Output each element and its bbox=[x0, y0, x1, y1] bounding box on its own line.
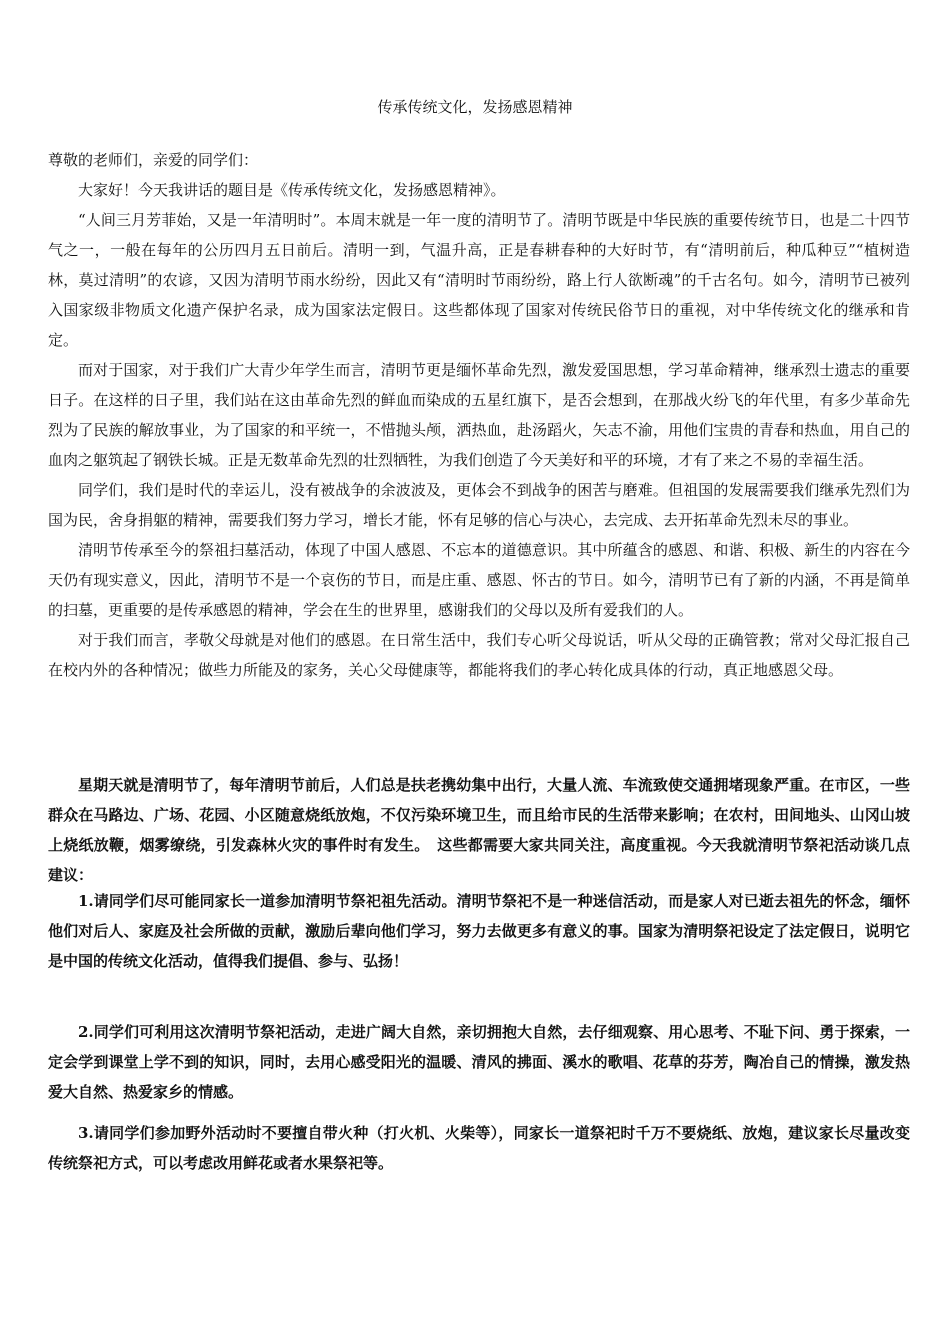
paragraph-qingming-intro: “人间三月芳菲始，又是一年清明时”。本周末就是一年一度的清明节了。清明节既是中华民族的重要传统节日，也是二十四节气之一，一般在每年的公历四月五日前后。清明一到，气温升高，正是春耕春种的大好时节，有“清明前后，种瓜种豆”“植树造林，莫过清明”的农谚，又因为清明节雨水纷纷，因此又有“清明时节雨纷纷，路上行人欲断魂”的千古名句。如今，清明节已被列入国家级非物质文化遗产保护名录，成为国家法定假日。这些都体现了国家对传统民俗节日的重视，对中华传统文化的继承和肯定。 bbox=[48, 211, 910, 349]
safety-intro-text: 星期天就是清明节了，每年清明节前后，人们总是扶老携幼集中出行，大量人流、车流致使交通拥堵现象严重。在市区，一些群众在马路边、广场、花园、小区随意烧纸放炮，不仅污染环境卫生，而且给市民的生活带来影响；在农村，田间地头、山冈山坡上烧纸放鞭，烟雾缭绕，引发森林火灾的事件时有发生。 这些都需要大家共同关注，高度重视。今天我就清明节祭祀活动谈几点建议： bbox=[48, 776, 910, 884]
suggestion-item bbox=[48, 1118, 910, 1178]
salutation-text: 尊敬的老师们，亲爱的同学们： bbox=[48, 151, 259, 169]
salutation bbox=[48, 145, 910, 175]
paragraph-students: 同学们，我们是时代的幸运儿，没有被战争的余波波及，更体会不到战争的困苦与磨难。但祖国的发展需要我们继承先烈们为国为民，舍身捐躯的精神，需要我们努力学习，增长才能，怀有足够的信心与决心，去完成、去开拓革命先烈未尽的事业。 bbox=[48, 481, 910, 529]
paragraph-martyrs: 而对于国家，对于我们广大青少年学生而言，清明节更是缅怀革命先烈，激发爱国思想，学习革命精神，继承烈士遗志的重要日子。在这样的日子里，我们站在这由革命先烈的鲜血而染成的五星红旗下，是否会想到，在那战火纷飞的年代里，有多少革命先烈为了民族的解放事业，为了国家的和平统一，不惜抛头颅，洒热血，赴汤蹈火，矢志不渝，用他们宝贵的青春和热血，用自己的血肉之躯筑起了钢铁长城。正是无数革命先烈的壮烈牺牲，为我们创造了今天美好和平的环境，才有了来之不易的幸福生活。 bbox=[48, 361, 910, 469]
suggestion-2-text: 2.同学们可利用这次清明节祭祀活动，走进广阔大自然，亲切拥抱大自然，去仔细观察、用心思考、不耻下问、勇于探索，一定会学到课堂上学不到的知识，同时，去用心感受阳光的温暖、清风的拂面、溪水的歌唱、花草的芬芳，陶冶自己的情操，激发热爱大自然、热爱家乡的情感。 bbox=[48, 1023, 910, 1101]
suggestion-1-text: 1.请同学们尽可能同家长一道参加清明节祭祀祖先活动。清明节祭祀不是一种迷信活动，而是家人对已逝去祖先的怀念，缅怀他们对后人、家庭及社会所做的贡献，激励后辈向他们学习，努力去做更多有意义的事。国家为清明祭祀设定了法定假日，说明它是中国的传统文化活动，值得我们提倡、参与、弘扬！ bbox=[48, 892, 910, 970]
paragraph-gratitude: 清明节传承至今的祭祖扫墓活动，体现了中国人感恩、不忘本的道德意识。其中所蕴含的感恩、和谐、积极、新生的内容在今天仍有现实意义，因此，清明节不是一个哀伤的节日，而是庄重、感恩、怀古的节日。如今，清明节已有了新的内涵，不再是简单的扫墓，更重要的是传承感恩的精神，学会在生的世界里，感谢我们的父母以及所有爱我们的人。 bbox=[48, 541, 910, 619]
suggestion-item bbox=[48, 1017, 910, 1107]
safety-intro bbox=[48, 770, 910, 890]
suggestion-3-text: 3.请同学们参加野外活动时不要擅自带火种（打火机、火柴等），同家长一道祭祀时千万不要烧纸、放炮，建议家长尽量改变传统祭祀方式，可以考虑改用鲜花或者水果祭祀等。 bbox=[48, 1124, 910, 1172]
paragraph-greeting: 大家好！今天我讲话的题目是《传承传统文化，发扬感恩精神》。 bbox=[78, 181, 506, 199]
paragraph-filial-piety: 对于我们而言，孝敬父母就是对他们的感恩。在日常生活中，我们专心听父母说话，听从父母的正确管教；常对父母汇报自己在校内外的各种情况；做些力所能及的家务，关心父母健康等，都能将我们的孝心转化成具体的行动，真正地感恩父母。 bbox=[48, 631, 910, 679]
speech-body bbox=[48, 175, 910, 685]
page-title: 传承传统文化，发扬感恩精神 bbox=[377, 98, 573, 116]
suggestion-item bbox=[48, 886, 910, 976]
